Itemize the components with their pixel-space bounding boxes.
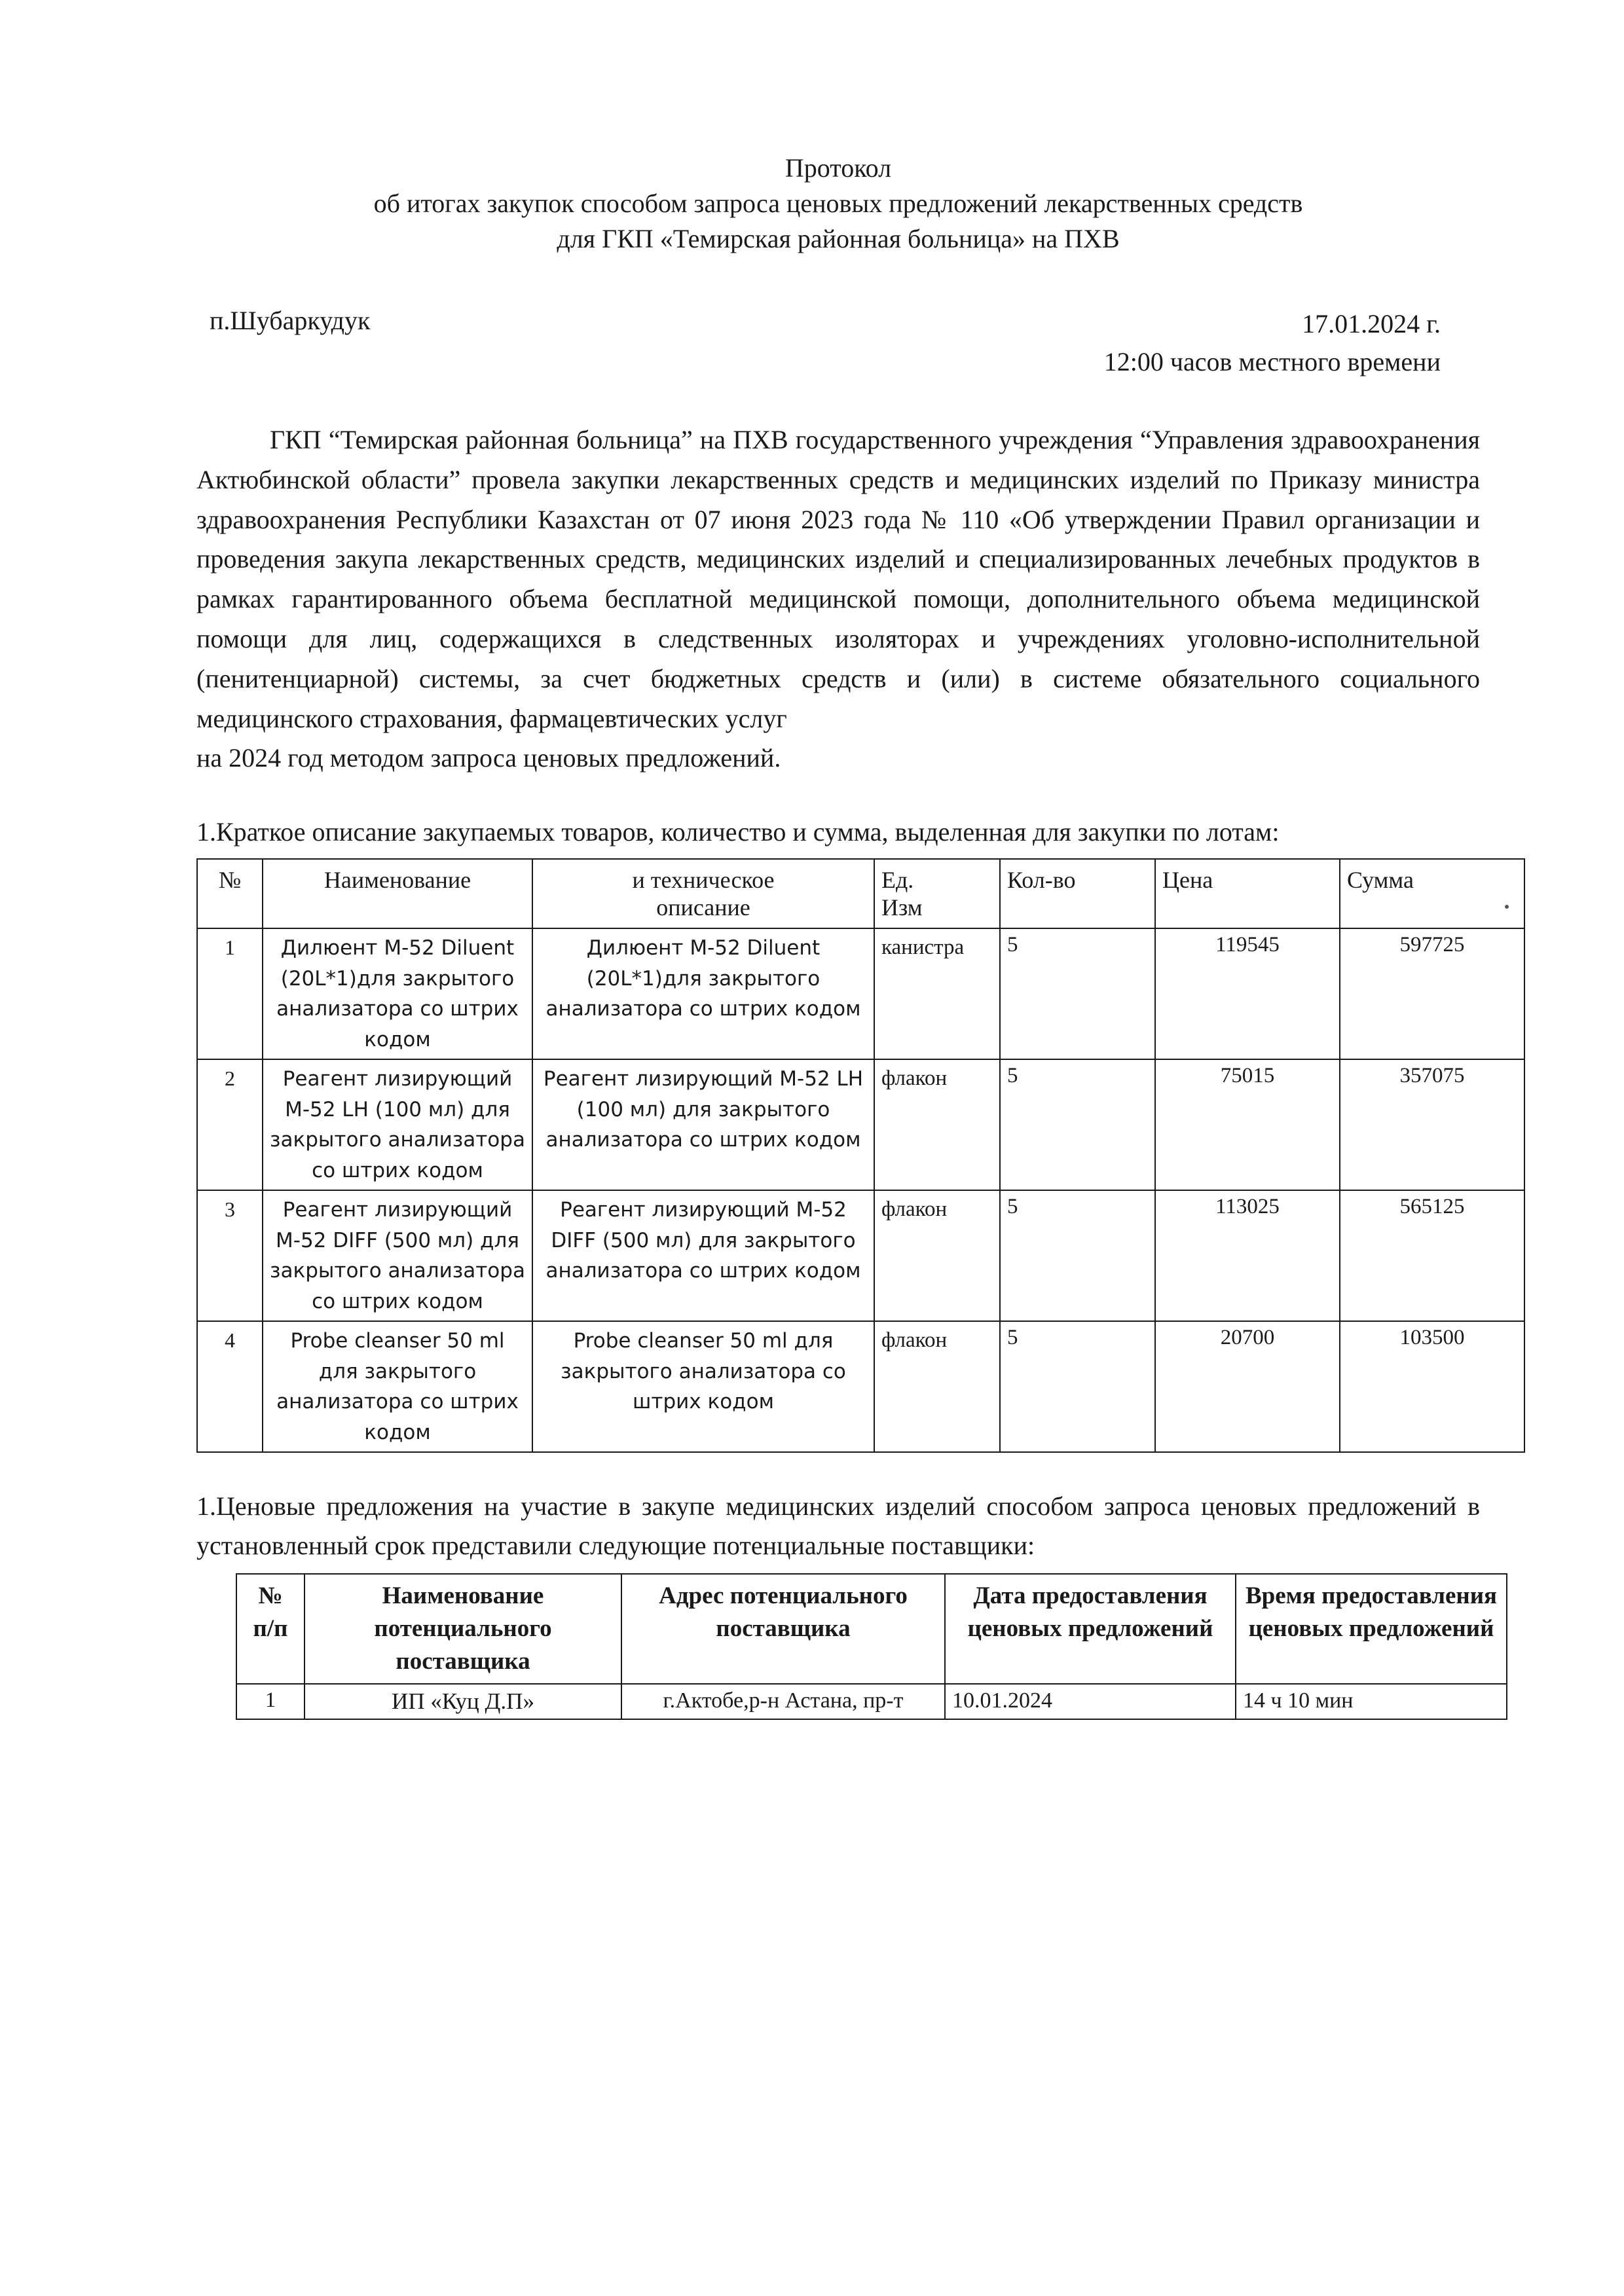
lot-price: 20700 xyxy=(1155,1321,1340,1452)
table-row xyxy=(197,1190,1524,1321)
header-supplier-num-line-1: № xyxy=(258,1582,283,1610)
supplier-name: ИП «Куц Д.П» xyxy=(304,1684,621,1719)
lot-qty: 5 xyxy=(1000,1321,1155,1452)
header-unit-line-1: Ед. xyxy=(881,867,914,894)
lot-price: 119545 xyxy=(1155,928,1340,1059)
lot-qty: 5 xyxy=(1000,1190,1155,1321)
table-row xyxy=(197,1059,1524,1190)
header-supplier-address: Адрес потенциального поставщика xyxy=(621,1574,945,1684)
table-row xyxy=(197,928,1524,1059)
supplier-num: 1 xyxy=(236,1684,304,1719)
document-date: 17.01.2024 г. xyxy=(1302,309,1441,338)
header-unit xyxy=(874,859,1000,928)
intro-paragraph: ГКП “Темирская районная больница” на ПХВ государственного учреждения “Управления здравоохранения Актюбинской области” провела закупки лекарственных средств и медицинских изделий по Приказу министра здравоохранения Республики Казахстан от 07 июня 2023 года № 110 «Об утверждении Правил организации и проведения закупа лекарственных средств, медицинских изделий и специализированных лечебных продуктов в рамках гарантированного объема бесплатной медицинской помощи, дополнительного объема медицинской помощи для лиц, содержащихся в следственных изоляторах и учреждениях уголовно-исполнительной (пенитенциарной) системы, за счет бюджетных средств и (или) в системе обязательного социального медицинского страхования, фармацевтических услуг xyxy=(196,425,1480,733)
table-row xyxy=(197,1321,1524,1452)
header-price: Цена xyxy=(1155,859,1340,928)
lot-price: 113025 xyxy=(1155,1190,1340,1321)
header-description-line-2: описание xyxy=(656,894,750,921)
lot-description: Probe cleanser 50 ml для закрытого анализатора со штрих кодом xyxy=(532,1321,874,1452)
lot-num: 3 xyxy=(197,1190,263,1321)
document-title-block xyxy=(196,151,1480,257)
lot-num: 2 xyxy=(197,1059,263,1190)
lot-qty: 5 xyxy=(1000,1059,1155,1190)
lot-name: Probe cleanser 50 ml для закрытого анализатора со штрих кодом xyxy=(263,1321,532,1452)
supplier-date: 10.01.2024 xyxy=(945,1684,1236,1719)
lot-unit: флакон xyxy=(874,1059,1000,1190)
header-supplier-num-line-2: п/п xyxy=(253,1615,288,1643)
header-supplier-time: Время предоставления ценовых предложений xyxy=(1236,1574,1507,1684)
title-line-1: Протокол xyxy=(784,153,892,183)
lot-sum: 103500 xyxy=(1340,1321,1524,1452)
lots-table xyxy=(196,858,1525,1453)
header-num: № xyxy=(197,859,263,928)
document-content xyxy=(196,151,1498,1720)
supplier-time: 14 ч 10 мин xyxy=(1236,1684,1507,1719)
document-time: 12:00 часов местного времени xyxy=(1103,347,1441,376)
section-2-lead: 1.Ценовые предложения на участие в закупе медицинских изделий способом запроса ценовых предложений в установленный срок представили следующие потенциальные поставщики: xyxy=(196,1491,1480,1561)
lot-num: 4 xyxy=(197,1321,263,1452)
lot-description: Реагент лизирующий M-52 LH (100 мл) для закрытого анализатора со штрих кодом xyxy=(532,1059,874,1190)
place-date-block xyxy=(196,305,1480,382)
lot-sum: 597725 xyxy=(1340,928,1524,1059)
lots-table-header-row xyxy=(197,859,1524,928)
section-1-lead: 1.Краткое описание закупаемых товаров, количество и сумма, выделенная для закупки по лотам: xyxy=(196,817,1280,847)
lot-unit: флакон xyxy=(874,1190,1000,1321)
lot-name: Дилюент M-52 Diluent (20L*1)для закрытого анализатора со штрих кодом xyxy=(263,928,532,1059)
header-supplier-num xyxy=(236,1574,304,1684)
header-name: Наименование xyxy=(263,859,532,928)
lot-name: Реагент лизирующий M-52 LH (100 мл) для закрытого анализатора со штрих кодом xyxy=(263,1059,532,1190)
header-sum: Сумма xyxy=(1340,859,1524,928)
intro-paragraph-tail: на 2024 год методом запроса ценовых предложений. xyxy=(196,743,781,773)
lot-sum: 357075 xyxy=(1340,1059,1524,1190)
header-unit-line-2: Изм xyxy=(881,894,923,921)
header-description xyxy=(532,859,874,928)
lot-name: Реагент лизирующий M-52 DIFF (500 мл) для закрытого анализатора со штрих кодом xyxy=(263,1190,532,1321)
header-supplier-date: Дата предоставления ценовых предложений xyxy=(945,1574,1236,1684)
header-qty: Кол-во xyxy=(1000,859,1155,928)
header-supplier-name: Наименование потенциального поставщика xyxy=(304,1574,621,1684)
lot-description: Реагент лизирующий M-52 DIFF (500 мл) для закрытого анализатора со штрих кодом xyxy=(532,1190,874,1321)
lot-num: 1 xyxy=(197,928,263,1059)
title-line-2: об итогах закупок способом запроса ценовых предложений лекарственных средств xyxy=(373,189,1303,218)
table-row xyxy=(236,1684,1507,1719)
lot-price: 75015 xyxy=(1155,1059,1340,1190)
lot-unit: флакон xyxy=(874,1321,1000,1452)
supplier-address: г.Актобе,р-н Астана, пр-т xyxy=(621,1684,945,1719)
suppliers-table xyxy=(236,1573,1507,1720)
suppliers-table-header-row xyxy=(236,1574,1507,1684)
lot-qty: 5 xyxy=(1000,928,1155,1059)
lot-sum: 565125 xyxy=(1340,1190,1524,1321)
place-label: п.Шубаркудук xyxy=(210,306,371,335)
lot-description: Дилюент M-52 Diluent (20L*1)для закрытого анализатора со штрих кодом xyxy=(532,928,874,1059)
lot-unit: канистра xyxy=(874,928,1000,1059)
header-description-line-1: и техническое xyxy=(632,867,775,894)
date-time-block xyxy=(1104,305,1441,381)
title-line-3: для ГКП «Темирская районная больница» на ПХВ xyxy=(557,224,1120,253)
